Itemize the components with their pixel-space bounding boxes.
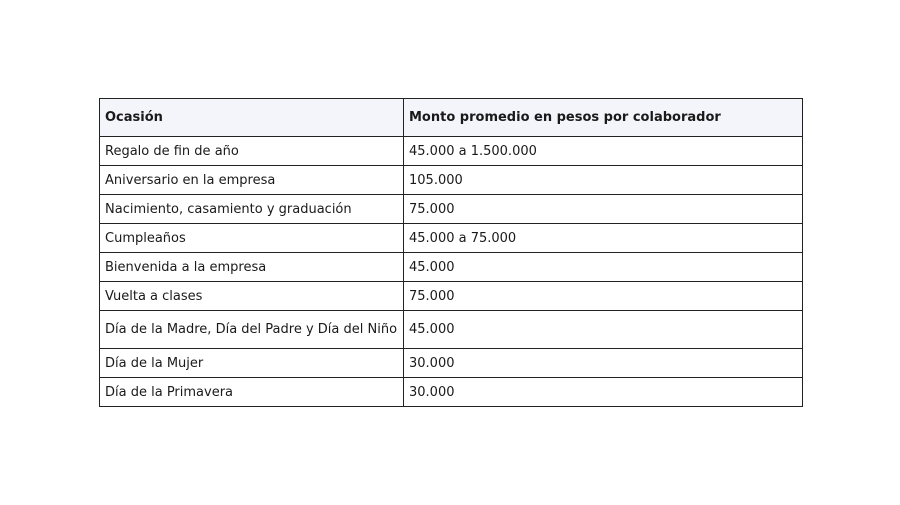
table-row <box>100 224 803 253</box>
table-row <box>100 282 803 311</box>
amount-cell: 45.000 a 1.500.000 <box>404 137 803 166</box>
occasion-cell: Día de la Mujer <box>100 349 404 378</box>
occasion-cell: Bienvenida a la empresa <box>100 253 404 282</box>
occasion-cell: Día de la Madre, Día del Padre y Día del Niño <box>100 311 404 349</box>
occasion-cell: Aniversario en la empresa <box>100 166 404 195</box>
amount-cell: 75.000 <box>404 195 803 224</box>
occasion-cell: Día de la Primavera <box>100 378 404 407</box>
amount-cell: 30.000 <box>404 378 803 407</box>
amount-cell: 45.000 <box>404 311 803 349</box>
table-row <box>100 253 803 282</box>
table-row <box>100 166 803 195</box>
header-average-amount: Monto promedio en pesos por colaborador <box>404 99 803 137</box>
gift-amounts-table-container <box>99 98 802 407</box>
table-row <box>100 378 803 407</box>
header-occasion: Ocasión <box>100 99 404 137</box>
table-row <box>100 137 803 166</box>
occasion-cell: Cumpleaños <box>100 224 404 253</box>
amount-cell: 30.000 <box>404 349 803 378</box>
table-header-row <box>100 99 803 137</box>
amount-cell: 45.000 <box>404 253 803 282</box>
table-row <box>100 195 803 224</box>
table-row <box>100 349 803 378</box>
amount-cell: 45.000 a 75.000 <box>404 224 803 253</box>
amount-cell: 105.000 <box>404 166 803 195</box>
occasion-cell: Regalo de fin de año <box>100 137 404 166</box>
occasion-cell: Vuelta a clases <box>100 282 404 311</box>
table-row <box>100 311 803 349</box>
gift-amounts-table <box>99 98 803 407</box>
occasion-cell: Nacimiento, casamiento y graduación <box>100 195 404 224</box>
amount-cell: 75.000 <box>404 282 803 311</box>
